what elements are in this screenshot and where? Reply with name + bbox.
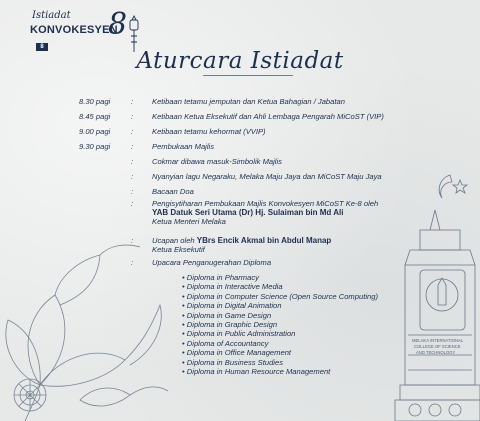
- diploma-item: [182, 292, 378, 301]
- bullet-icon: •: [182, 338, 187, 348]
- schedule-description: [152, 236, 331, 254]
- diploma-name: Diploma in Game Design: [186, 310, 272, 320]
- diploma-item: [182, 329, 295, 338]
- diploma-item: [182, 339, 268, 348]
- bullet-icon: •: [182, 320, 187, 329]
- diploma-name: Diploma of Accountancy: [186, 338, 269, 348]
- bullet-icon: •: [182, 282, 187, 292]
- diploma-name: Diploma in Digital Animation: [186, 301, 282, 311]
- official-title: Ketua Menteri Melaka: [152, 217, 226, 226]
- bullet-icon: •: [182, 329, 187, 339]
- schedule-time: 8.45 pagi: [79, 112, 111, 121]
- flower-illustration: [0, 235, 170, 421]
- schedule-text: Upacara Penganugerahan Diploma: [152, 258, 272, 267]
- officiator-name: YAB Datuk Seri Utama (Dr) Hj. Sulaiman bin Md Ali: [152, 208, 344, 217]
- logo-badge: 8: [36, 43, 48, 51]
- logo-line-2: KONVOKESYEN: [30, 24, 118, 36]
- diploma-item: [182, 282, 283, 291]
- diploma-name: Diploma in Business Studies: [186, 357, 284, 367]
- speaker-name: YBrs Encik Akmal bin Abdul Manap: [196, 236, 332, 245]
- logo-number: 8: [108, 7, 128, 42]
- bullet-icon: •: [182, 273, 187, 282]
- diploma-item: [182, 273, 259, 282]
- diploma-item: [182, 320, 277, 329]
- schedule-description: [152, 97, 345, 106]
- diploma-name: Diploma in Computer Science (Open Source Computing): [186, 291, 378, 301]
- schedule-description: [152, 157, 282, 166]
- diploma-item: [182, 301, 281, 310]
- schedule-colon: :: [131, 157, 134, 166]
- bullet-icon: •: [182, 291, 187, 301]
- svg-text:COLLEGE OF SCIENCE: COLLEGE OF SCIENCE: [414, 344, 461, 349]
- schedule-time: 9.00 pagi: [79, 127, 111, 136]
- seal-text: MELAKA INTERNATIONAL: [412, 338, 464, 343]
- diploma-item: [182, 358, 283, 367]
- schedule-description: [152, 142, 214, 151]
- diploma-item: [182, 311, 271, 320]
- diploma-item: [182, 367, 330, 376]
- schedule-text: Bacaan Doa: [152, 187, 194, 196]
- schedule-text: Ketibaan Ketua Eksekutif dan Ahli Lembaga Pengarah MiCoST (VIP): [152, 112, 384, 121]
- schedule-text: Ketibaan tetamu kehormat (VVIP): [152, 127, 266, 136]
- svg-text:AND TECHNOLOGY: AND TECHNOLOGY: [416, 350, 456, 355]
- diploma-item: [182, 348, 291, 357]
- diploma-name: Diploma in Graphic Design: [186, 320, 278, 329]
- schedule-colon: :: [131, 127, 134, 136]
- logo-line-1: Istiadat: [32, 10, 71, 21]
- schedule-colon: :: [131, 199, 134, 208]
- schedule-colon: :: [131, 142, 134, 151]
- diploma-name: Diploma in Human Resource Management: [186, 367, 331, 376]
- schedule-text: Ketibaan tetamu jemputan dan Ketua Bahagian / Jabatan: [152, 97, 345, 106]
- schedule-description: [152, 172, 382, 181]
- schedule-description: [152, 112, 384, 121]
- title-underline: [203, 75, 293, 76]
- bullet-icon: •: [182, 357, 187, 367]
- tower-seal-illustration: [390, 170, 480, 421]
- schedule-text: Pengisytiharan Pembukaan Majlis Konvokesyen MiCoST Ke-8 oleh: [152, 199, 379, 208]
- official-title: Ketua Eksekutif: [152, 245, 205, 254]
- speech-prefix: Ucapan oleh: [152, 236, 197, 245]
- schedule-colon: :: [131, 236, 134, 245]
- schedule-time: 9.30 pagi: [79, 142, 111, 151]
- diploma-name: Diploma in Office Management: [186, 348, 292, 358]
- bullet-icon: •: [182, 348, 187, 358]
- schedule-time: 8.30 pagi: [79, 97, 111, 106]
- schedule-description: [152, 187, 194, 196]
- schedule-colon: :: [131, 97, 134, 106]
- diploma-name: Diploma in Pharmacy: [186, 273, 259, 282]
- schedule-description: [152, 127, 266, 136]
- schedule-colon: :: [131, 112, 134, 121]
- schedule-text: Cokmar dibawa masuk-Simbolik Majlis: [152, 157, 282, 166]
- diploma-name: Diploma in Interactive Media: [186, 282, 283, 292]
- schedule-colon: :: [131, 187, 134, 196]
- diploma-name: Diploma in Public Administration: [186, 329, 296, 339]
- page-title: Aturcara Istiadat: [136, 48, 344, 74]
- bullet-icon: •: [182, 301, 187, 311]
- schedule-colon: :: [131, 172, 134, 181]
- bullet-icon: •: [182, 310, 187, 320]
- schedule-colon: :: [131, 258, 134, 267]
- schedule-text: Nyanyian lagu Negaraku, Melaka Maju Jaya dan MiCoST Maju Jaya: [152, 172, 382, 181]
- schedule-text: Pembukaan Majlis: [152, 142, 215, 151]
- bullet-icon: •: [182, 367, 187, 376]
- schedule-description: [152, 258, 271, 267]
- schedule-description: [152, 199, 378, 226]
